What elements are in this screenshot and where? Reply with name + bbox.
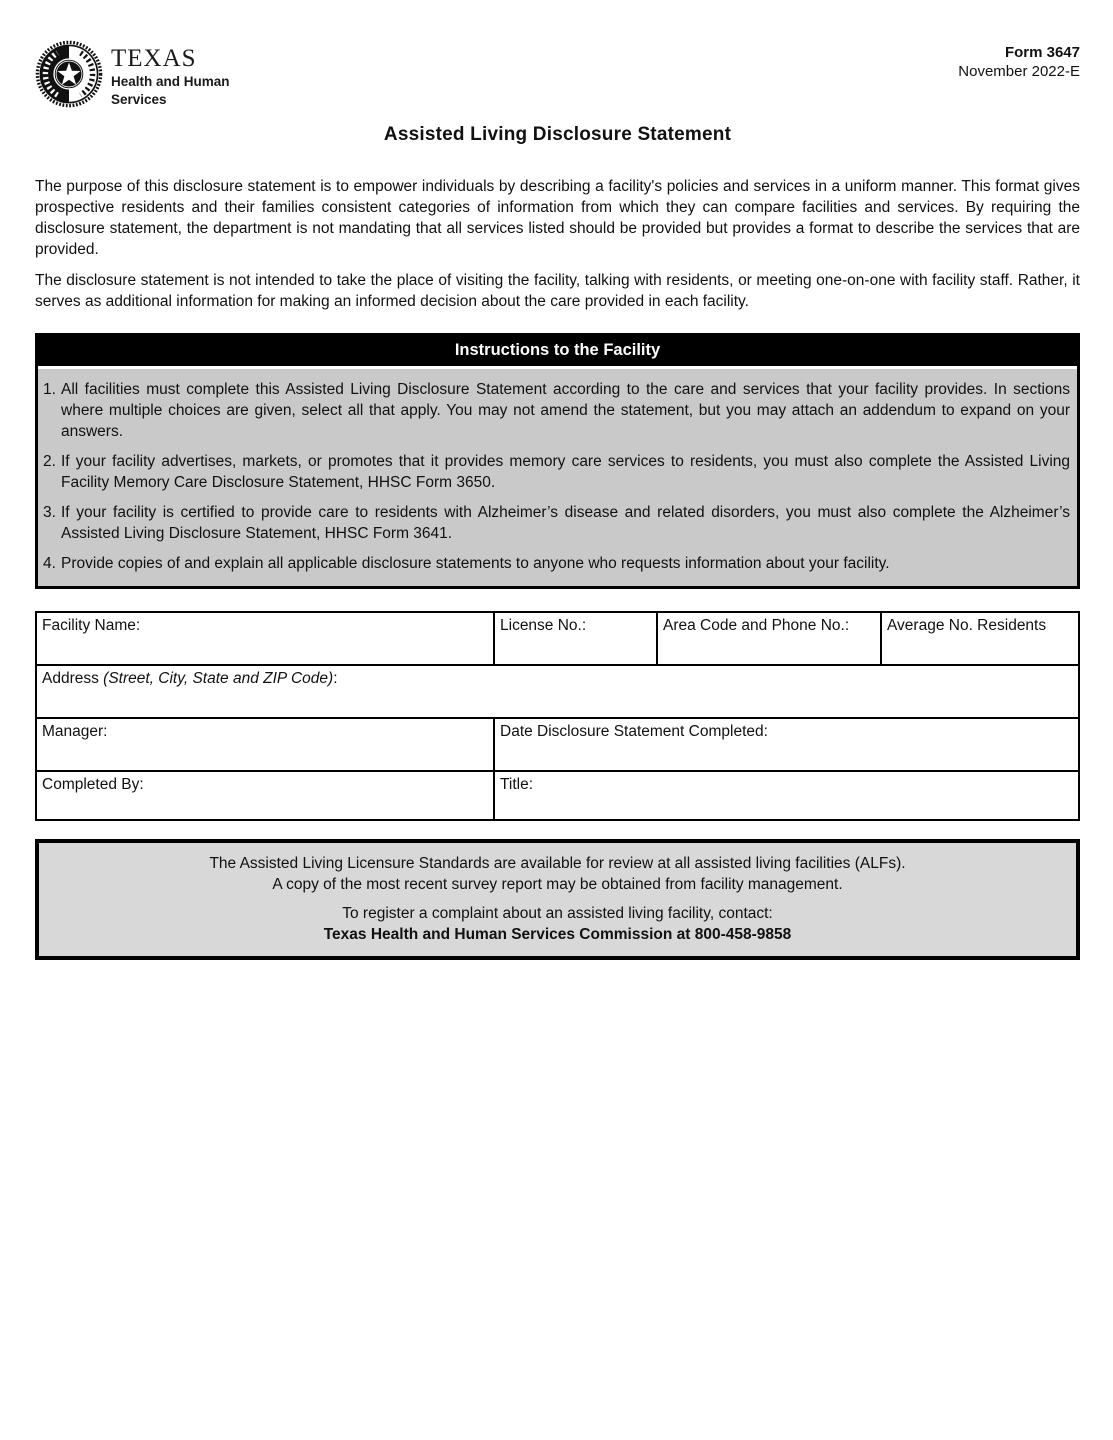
date-completed-label: Date Disclosure Statement Completed:	[500, 723, 768, 740]
date-completed-field[interactable]	[494, 718, 1079, 771]
intro-paragraph-2: The disclosure statement is not intended to take the place of visiting the facility, talking with residents, or meeting one-on-one with facility staff. Rather, it serves as additional information for making an informed decision about the care provided in each facility.	[35, 272, 1080, 310]
completed-by-label: Completed By:	[42, 776, 144, 793]
page-title: Assisted Living Disclosure Statement	[383, 124, 732, 145]
license-no-label: License No.:	[500, 617, 587, 634]
form-meta	[958, 40, 1080, 81]
area-code-phone-field[interactable]	[657, 612, 881, 665]
instruction-number: 1.	[43, 381, 56, 398]
notice-line-1: The Assisted Living Licensure Standards are available for review at all assisted living facilities (ALFs).	[209, 855, 906, 872]
logo-org-name: TEXAS	[111, 44, 197, 72]
instruction-item-1	[43, 379, 1070, 442]
instruction-text: All facilities must complete this Assisted Living Disclosure Statement according to the care and services that your facility provides. In sections where multiple choices are given, select all that apply. You may not amend the statement, but you may attach an addendum to expand on your answers.	[61, 381, 1070, 440]
logo-text	[111, 42, 230, 107]
form-number: Form 3647	[1004, 44, 1080, 61]
table-row	[36, 771, 1079, 820]
form-revision-date: November 2022-E	[958, 63, 1080, 80]
address-field[interactable]	[36, 665, 1079, 718]
notice-line-2: A copy of the most recent survey report may be obtained from facility management.	[272, 876, 843, 893]
completed-by-field[interactable]	[36, 771, 494, 820]
notice-line-3: To register a complaint about an assisted living facility, contact:	[342, 905, 773, 922]
table-row	[36, 718, 1079, 771]
facility-info-table	[35, 611, 1080, 821]
license-no-field[interactable]	[494, 612, 657, 665]
facility-name-field[interactable]	[36, 612, 494, 665]
address-colon: :	[333, 670, 338, 687]
document-header	[35, 40, 1080, 108]
instruction-number: 4.	[43, 555, 56, 572]
instruction-item-4	[43, 553, 1070, 574]
area-code-phone-label: Area Code and Phone No.:	[663, 617, 850, 634]
texas-hhs-seal-icon	[35, 40, 103, 108]
instruction-number: 3.	[43, 504, 56, 521]
table-row	[36, 612, 1079, 665]
average-residents-label: Average No. Residents	[887, 617, 1047, 634]
title-field[interactable]	[494, 771, 1079, 820]
facility-name-label: Facility Name:	[42, 617, 141, 634]
manager-field[interactable]	[36, 718, 494, 771]
manager-label: Manager:	[42, 723, 108, 740]
intro-paragraph-1: The purpose of this disclosure statement is to empower individuals by describing a facility's policies and services in a uniform manner. This format gives prospective residents and their families consistent categories of information from which they can compare facilities and services. By requiring the disclosure statement, the department is not mandating that all services listed should be provided but provides a format to describe the services that are provided.	[35, 178, 1080, 258]
instruction-item-2	[43, 451, 1070, 493]
instructions-body	[38, 369, 1077, 586]
instruction-text: If your facility is certified to provide care to residents with Alzheimer’s disease and related disorders, you must also complete the Alzheimer’s Assisted Living Disclosure Statement, HHSC Form 3641.	[61, 504, 1070, 542]
notice-contact-line: Texas Health and Human Services Commission at 800-458-9858	[323, 926, 792, 943]
texas-hhs-logo	[35, 40, 230, 108]
instruction-item-3	[43, 502, 1070, 544]
address-label: Address	[42, 670, 104, 687]
logo-sub-line2: Services	[111, 91, 167, 107]
intro-section	[35, 176, 1080, 312]
instruction-text: Provide copies of and explain all applicable disclosure statements to anyone who requests information about your facility.	[61, 555, 890, 572]
logo-sub-line1: Health and Human	[111, 73, 230, 89]
title-label: Title:	[500, 776, 534, 793]
address-hint: (Street, City, State and ZIP Code)	[103, 670, 334, 687]
instructions-box	[35, 333, 1080, 589]
instructions-header: Instructions to the Facility	[38, 336, 1077, 369]
licensure-notice-box	[35, 839, 1080, 960]
average-residents-field[interactable]	[881, 612, 1079, 665]
instruction-text: If your facility advertises, markets, or promotes that it provides memory care services to residents, you must also complete the Assisted Living Facility Memory Care Disclosure Statement, HHSC Form 3650.	[61, 453, 1070, 491]
instruction-number: 2.	[43, 453, 56, 470]
table-row	[36, 665, 1079, 718]
